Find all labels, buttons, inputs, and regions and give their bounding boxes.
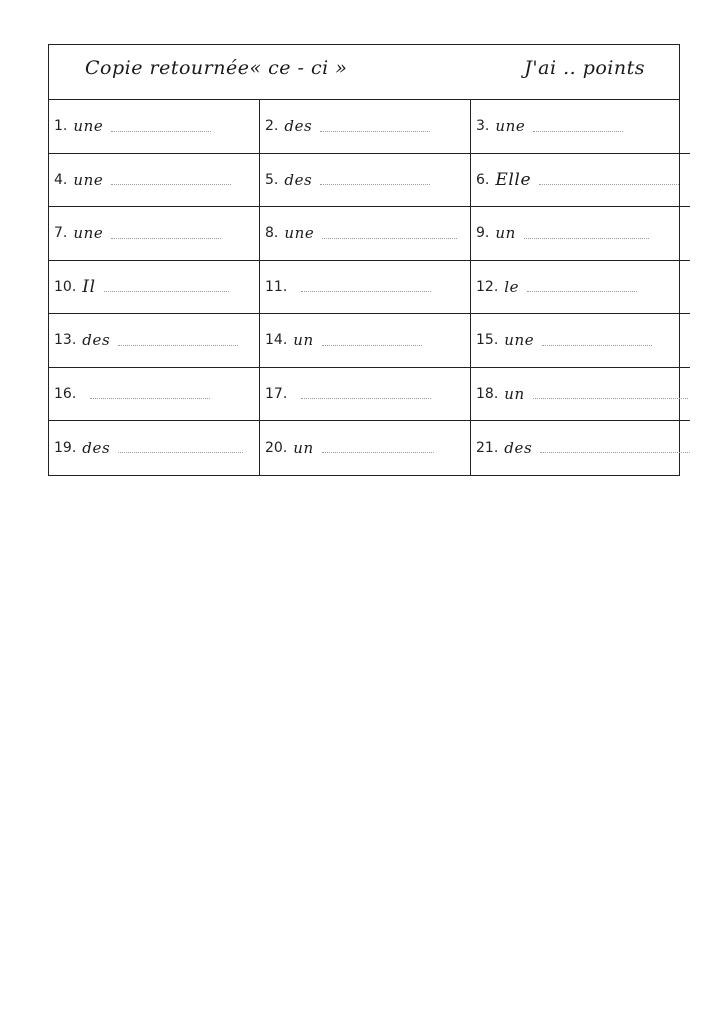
- item-number: 18: [476, 385, 494, 402]
- number-period: .: [71, 439, 77, 456]
- item-number: 15: [476, 332, 494, 349]
- dotted-answer-line[interactable]: [301, 398, 431, 399]
- number-period: .: [273, 118, 279, 135]
- article-word: des: [284, 117, 313, 136]
- number-period: .: [484, 118, 490, 135]
- article-word: Il: [82, 276, 96, 297]
- dotted-answer-line[interactable]: [533, 131, 623, 132]
- number-period: .: [282, 278, 288, 295]
- dotted-answer-line[interactable]: [533, 398, 688, 399]
- item-number: 16: [54, 385, 72, 402]
- item-number: 12: [476, 278, 494, 295]
- answer-cell: [49, 154, 260, 208]
- article-word: un: [293, 438, 314, 457]
- answer-cell: [471, 421, 690, 475]
- dotted-answer-line[interactable]: [320, 131, 430, 132]
- dotted-answer-line[interactable]: [524, 238, 649, 239]
- article-word: une: [284, 224, 315, 243]
- number-period: .: [71, 278, 77, 295]
- number-period: .: [273, 225, 279, 242]
- item-number: 13: [54, 332, 72, 349]
- number-period: .: [62, 225, 68, 242]
- number-period: .: [282, 332, 288, 349]
- item-number: 2: [265, 118, 274, 135]
- answer-cell: [471, 100, 690, 154]
- article-word: une: [73, 224, 104, 243]
- item-number: 20: [265, 439, 283, 456]
- number-period: .: [484, 171, 490, 188]
- number-period: .: [493, 278, 499, 295]
- article-word: le: [504, 277, 520, 296]
- answer-cell: [260, 207, 471, 261]
- item-number: 1: [54, 118, 63, 135]
- number-period: .: [493, 332, 499, 349]
- worksheet-title: Copie retournée« ce - ci »: [85, 57, 348, 79]
- number-period: .: [273, 171, 279, 188]
- dotted-answer-line[interactable]: [542, 345, 652, 346]
- article-word: un: [504, 384, 525, 403]
- dotted-answer-line[interactable]: [118, 345, 238, 346]
- answer-grid: [49, 100, 679, 475]
- item-number: 7: [54, 225, 63, 242]
- score-label: J'ai .. points: [524, 57, 645, 79]
- answer-cell: [49, 421, 260, 475]
- dotted-answer-line[interactable]: [90, 398, 210, 399]
- answer-cell: [49, 207, 260, 261]
- answer-cell: [49, 261, 260, 315]
- item-number: 5: [265, 171, 274, 188]
- dotted-answer-line[interactable]: [540, 452, 690, 453]
- answer-cell: [471, 207, 690, 261]
- article-word: des: [82, 438, 111, 457]
- answer-cell: [471, 261, 690, 315]
- article-word: Elle: [495, 169, 532, 190]
- item-number: 14: [265, 332, 283, 349]
- answer-cell: [471, 314, 690, 368]
- answer-cell: [260, 154, 471, 208]
- dotted-answer-line[interactable]: [118, 452, 243, 453]
- article-word: des: [284, 170, 313, 189]
- item-number: 10: [54, 278, 72, 295]
- item-number: 9: [476, 225, 485, 242]
- number-period: .: [282, 385, 288, 402]
- article-word: une: [495, 117, 526, 136]
- answer-cell: [260, 368, 471, 422]
- dotted-answer-line[interactable]: [322, 345, 422, 346]
- answer-cell: [49, 100, 260, 154]
- article-word: une: [504, 331, 535, 350]
- item-number: 11: [265, 278, 283, 295]
- number-period: .: [71, 385, 77, 402]
- answer-cell: [260, 100, 471, 154]
- dotted-answer-line[interactable]: [322, 238, 457, 239]
- number-period: .: [62, 118, 68, 135]
- number-period: .: [62, 171, 68, 188]
- dotted-answer-line[interactable]: [527, 291, 637, 292]
- dotted-answer-line[interactable]: [301, 291, 431, 292]
- answer-cell: [49, 368, 260, 422]
- number-period: .: [493, 439, 499, 456]
- item-number: 4: [54, 171, 63, 188]
- article-word: une: [73, 117, 104, 136]
- number-period: .: [493, 385, 499, 402]
- item-number: 3: [476, 118, 485, 135]
- article-word: des: [504, 438, 533, 457]
- dotted-answer-line[interactable]: [111, 238, 221, 239]
- dotted-answer-line[interactable]: [539, 184, 679, 185]
- article-word: un: [495, 224, 516, 243]
- answer-cell: [260, 421, 471, 475]
- number-period: .: [484, 225, 490, 242]
- article-word: des: [82, 331, 111, 350]
- item-number: 17: [265, 385, 283, 402]
- answer-cell: [471, 368, 690, 422]
- dotted-answer-line[interactable]: [322, 452, 434, 453]
- worksheet-table: [48, 44, 680, 476]
- item-number: 21: [476, 439, 494, 456]
- answer-cell: [260, 261, 471, 315]
- dotted-answer-line[interactable]: [104, 291, 229, 292]
- item-number: 6: [476, 171, 485, 188]
- item-number: 8: [265, 225, 274, 242]
- answer-cell: [49, 314, 260, 368]
- answer-cell: [471, 154, 690, 208]
- answer-cell: [260, 314, 471, 368]
- dotted-answer-line[interactable]: [111, 184, 231, 185]
- number-period: .: [71, 332, 77, 349]
- number-period: .: [282, 439, 288, 456]
- article-word: un: [293, 331, 314, 350]
- worksheet-header: [49, 45, 679, 100]
- item-number: 19: [54, 439, 72, 456]
- article-word: une: [73, 170, 104, 189]
- dotted-answer-line[interactable]: [320, 184, 430, 185]
- dotted-answer-line[interactable]: [111, 131, 211, 132]
